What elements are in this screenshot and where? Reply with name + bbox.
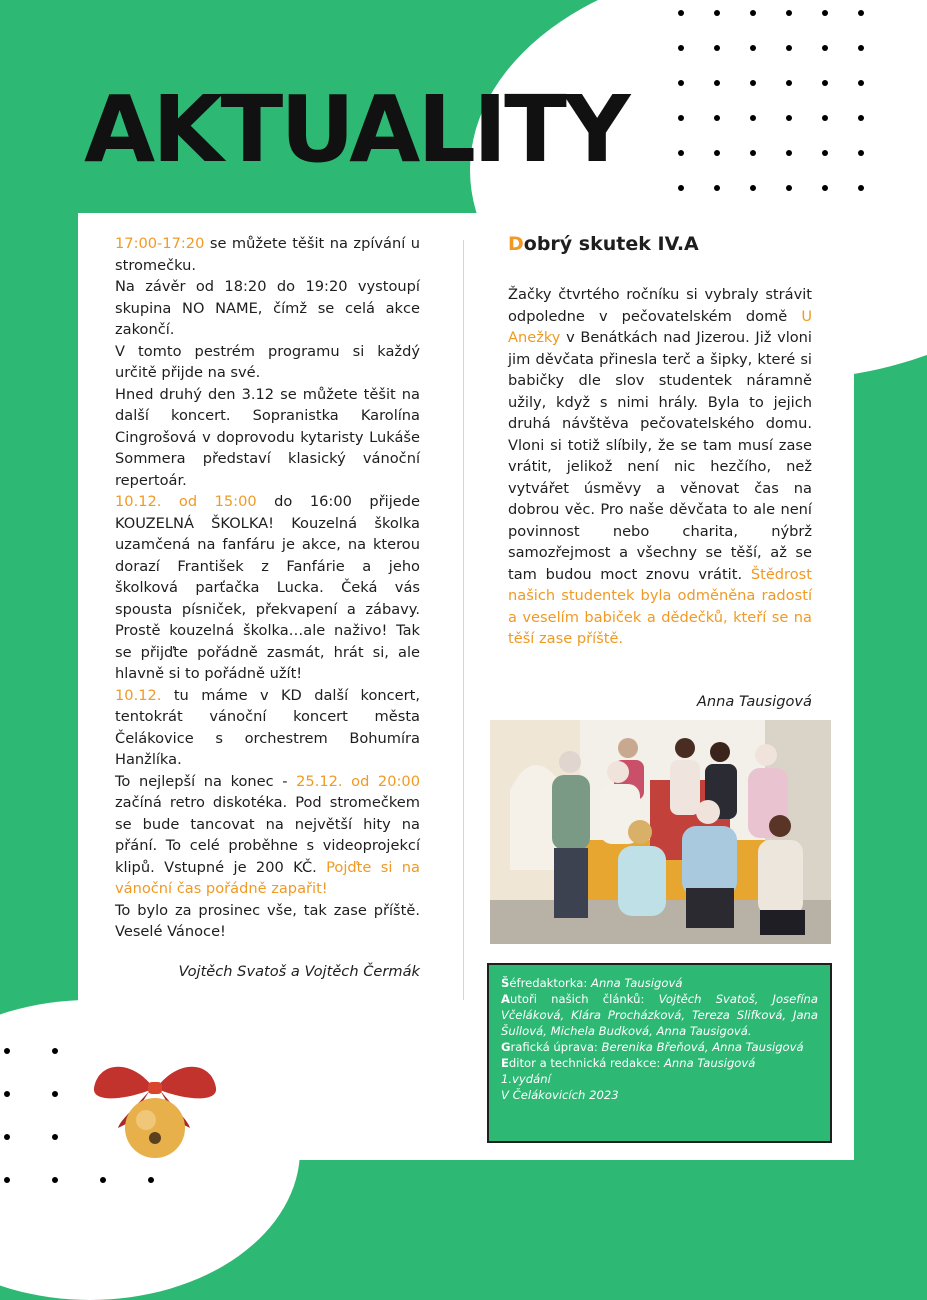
column-divider xyxy=(463,240,464,1000)
good-deed-article xyxy=(508,284,812,650)
highlight-date: 10.12. xyxy=(115,686,162,704)
paragraph: 10.12. od 15:00 do 16:00 přijede KOUZELNÁ ŠKOLKA! Kouzelná školka uzamčená na fanfáru je akce, na kterou dorazí František z Fanfárie a jeho školková parťačka Lucka. Čeká vás spousta písniček, překvapení a zábavy. Prostě kouzelná školka…ale naživo! Tak se přijďte pořádně zasmát, hrát si, ale hlavně si to pořádně užít! xyxy=(115,493,421,682)
highlight-date: 25.12. od 20:00 xyxy=(296,772,420,790)
credit-line: 1.vydání xyxy=(501,1072,551,1086)
highlight-text: Štědrost našich studentek byla odměněna radostí a veselím babiček a dědečků, kteří se na těší zase příště. xyxy=(508,565,812,647)
author-signature: Anna Tausigová xyxy=(696,693,812,710)
paragraph: Na závěr od 18:20 do 19:20 vystoupí skupina NO NAME, čímž se celá akce zakončí. xyxy=(115,278,420,338)
author-signature: Vojtěch Svatoš a Vojtěch Čermák xyxy=(178,962,420,980)
highlight-place: U Anežky xyxy=(508,307,812,346)
dot-pattern-top-right xyxy=(678,10,864,191)
events-article xyxy=(115,233,420,982)
paragraph: To nejlepší na konec - 25.12. od 20:00 začíná retro diskotéka. Pod stromečkem se bude tancovat na největší hity na přání. To celé proběhne s videoprojekcí klipů. Vstupné je 200 KČ. Pojďte si na vánoční čas pořádně zapařit! xyxy=(115,772,420,897)
credit-line: Editor a technická redakce: Anna Tausigová xyxy=(501,1056,756,1070)
highlight-text: Pojďte si na vánoční čas pořádně zapařit! xyxy=(115,858,420,897)
paragraph: 10.12. tu máme v KD další koncert, tentokrát vánoční koncert města Čelákovice s orchestrem Bohumíra Hanžlíka. xyxy=(115,686,420,768)
highlight-time: 17:00-17:20 xyxy=(115,235,205,252)
credit-line: Šéfredaktorka: Anna Tausigová xyxy=(501,976,683,990)
paragraph: To bylo za prosinec vše, tak zase příště. Veselé Vánoce! xyxy=(115,901,420,940)
paragraph: 17:00-17:20 se můžete těšit na zpívání u stromečku. xyxy=(115,235,420,274)
page-title: AKTUALITY xyxy=(84,76,628,183)
credits-box xyxy=(487,963,832,1143)
group-photo xyxy=(490,720,831,944)
paragraph: Žačky čtvrtého ročníku si vybraly strávit odpoledne v pečovatelském domě U Anežky v Benátkách nad Jizerou. Již vloni jim děvčata přinesla terč a šipky, které si babičky dle slov studentek náramně užily, když s nimi hrály. Byla to jejich druhá návštěva pečovatelského domu. Vloni si totiž slíbily, že se tam musí zase vrátit, jelikož není nic hezčího, než vytvářet úsměvy a věnovat čas na dobrou věc. Pro naše děvčata to ale není povinnost nebo charita, nýbrž samozřejmost a všechny se těší, až se tam budou moct znovu vrátit. Štědrost našich studentek byla odměněna radostí a veselím babiček a dědečků, kteří se na těší zase příště. xyxy=(508,286,812,647)
credit-line: Grafická úprava: Berenika Břeňová, Anna Tausigová xyxy=(501,1040,804,1054)
credit-line: Autoři našich článků: Vojtěch Svatoš, Josefína Včeláková, Klára Procházková, Tereza Slifková, Jana Šullová, Michela Budková, Anna Tausigová. xyxy=(501,992,818,1038)
highlight-date: 10.12. od 15:00 xyxy=(115,493,257,510)
paragraph: Hned druhý den 3.12 se můžete těšit na další koncert. Sopranistka Karolína Cingrošová v doprovodu kytaristy Lukáše Sommera představí klasický vánoční repertoár. xyxy=(115,385,420,489)
article-title: Dobrý skutek IV.A xyxy=(508,233,699,255)
credit-line: V Čelákovicích 2023 xyxy=(501,1088,619,1102)
paragraph: V tomto pestrém programu si každý určitě přijde na své. xyxy=(115,342,420,381)
christmas-bell-icon xyxy=(90,1048,220,1158)
